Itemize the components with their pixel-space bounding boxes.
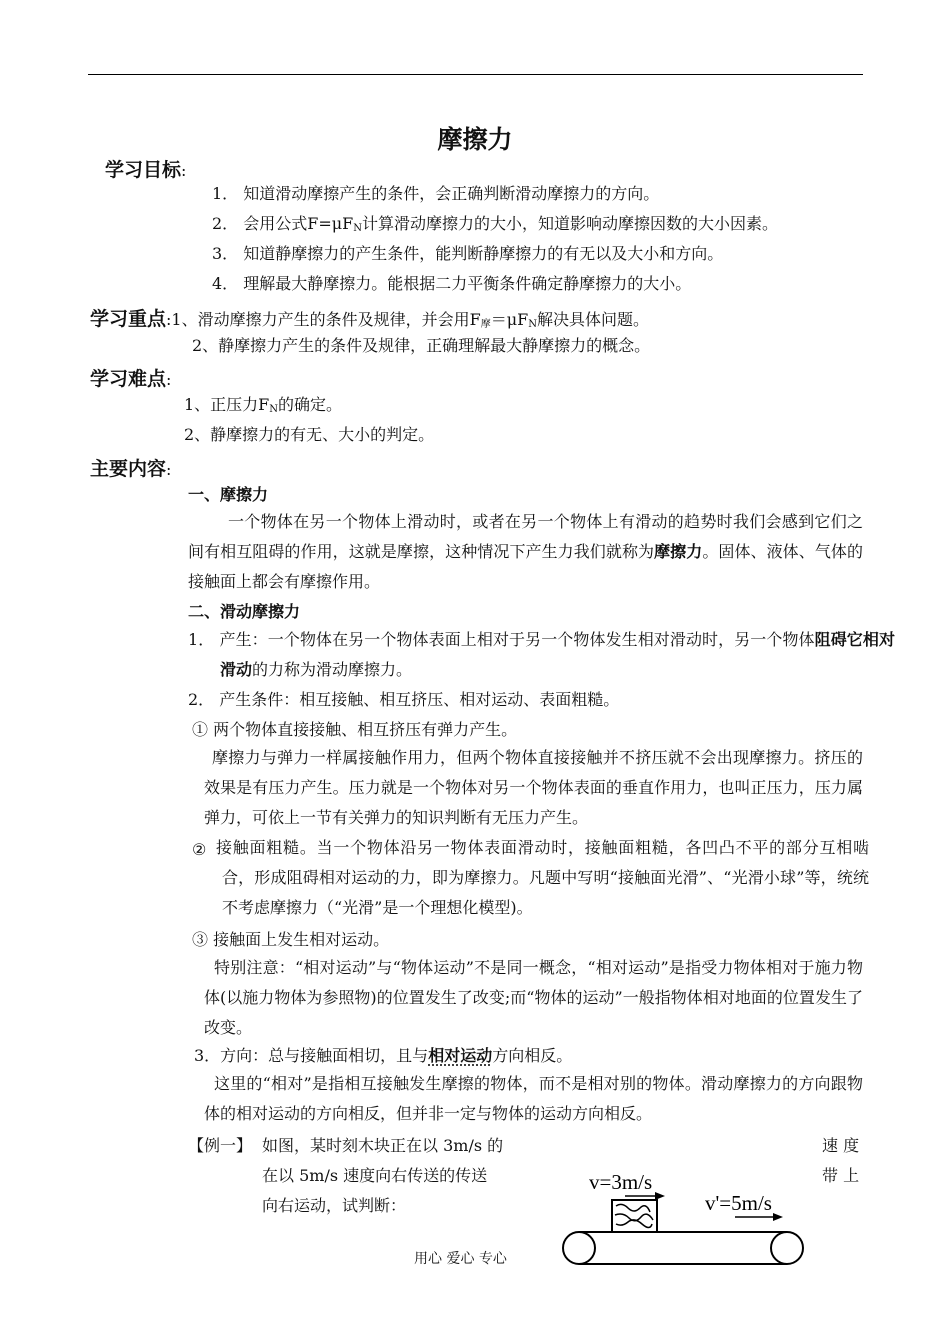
note-paragraph: 特别注意：“相对运动”与“物体运动”不是同一概念，“相对运动”是指受力物体相对于施力物体(以施力物体为参照物)的位置发生了改变;而“物体的运动”一般指物体相对地面的位置发生了改变。 [204, 958, 863, 1037]
point-1-text-a: 1． 产生：一个物体在另一个物体表面上相对于另一个物体发生相对滑动时，另一个物体 [188, 630, 815, 649]
page-title: 摩擦力 [437, 125, 513, 154]
focus-line-1-a: :1、滑动摩擦力产生的条件及规律，并会用F [166, 310, 481, 329]
right-roller [771, 1232, 803, 1264]
point-3-line [194, 1045, 572, 1067]
condition-2-mark: ② [192, 840, 207, 859]
point-3-text-a: 3．方向：总与接触面相切，且与 [194, 1046, 429, 1065]
goal-item-2-a: 2． 会用公式F=μF [212, 214, 354, 233]
page-footer: 用心 爱心 专心 [414, 1251, 507, 1267]
section-1-text-bold: 摩擦力 [654, 542, 703, 561]
section-1-paragraph [188, 507, 863, 597]
header-rule [88, 74, 863, 75]
condition-1-paragraph: 摩擦力与弹力一样属接触作用力，但两个物体直接接触并不挤压就不会出现摩擦力。挤压的效果是有压力产生。压力就是一个物体对另一个物体表面的垂直作用力，也叫正压力，压力属弹力，可依上一节有关弹力的知识判断有无压力产生。 [204, 748, 863, 827]
condition-2-paragraph: 接触面粗糙。当一个物体沿另一物体表面滑动时，接触面粗糙，各凹凸不平的部分互相啮合，形成阻碍相对运动的力，即为摩擦力。凡题中写明“接触面光滑”、“光滑小球”等，统统不考虑摩擦力（“光滑”是一个理想化模型)。 [216, 838, 869, 917]
point-3-text-c: 方向相反。 [492, 1046, 573, 1065]
content-heading-line [90, 454, 171, 481]
focus-line-1-c: 解决具体问题。 [536, 310, 649, 329]
focus-line-1 [90, 304, 649, 331]
block-arrowhead-icon [655, 1192, 665, 1200]
condition-1-line: ① 两个物体直接接触、相互挤压有弹力产生。 [192, 720, 518, 739]
difficulty-line-1-b: 的确定。 [278, 395, 343, 414]
example-right-2: 带 上 [822, 1166, 860, 1185]
belt-arrowhead-icon [773, 1213, 783, 1221]
goal-item-2 [212, 213, 778, 240]
goal-item-1: 1． 知道滑动摩擦产生的条件，会正确判断滑动摩擦力的方向。 [212, 184, 660, 203]
difficulty-line-1 [184, 394, 342, 421]
goals-colon: : [181, 161, 187, 180]
focus-line-1-sub2: N [528, 319, 537, 330]
example-line-1: 如图，某时刻木块正在以 3m/s 的 [262, 1136, 504, 1155]
goal-item-2-sub: N [353, 223, 363, 234]
focus-line-1-b: ＝μF [490, 310, 529, 329]
content-heading: 主要内容 [90, 458, 167, 480]
content-colon: : [166, 460, 172, 479]
point-2-line: 2． 产生条件：相互接触、相互挤压、相对运动、表面粗糙。 [188, 690, 620, 709]
section-1-text-c: 。固体、液体、气体的接触面上都会有摩擦作用。 [188, 542, 863, 591]
difficulty-heading: 学习难点 [90, 368, 167, 390]
section-1-text-a: 一个物体在另一个物体上滑动时，或者在另一个物体上有滑动的趋势时我们会感到它们之间有相互阻碍的作用，这就是摩擦，这种情况下产生力我们就称为 [188, 512, 863, 561]
focus-line-1-sub: 摩 [480, 319, 491, 330]
difficulty-line-2: 2、静摩擦力的有无、大小的判定。 [184, 425, 435, 444]
belt-velocity-label: v'=5m/s [705, 1191, 772, 1215]
left-roller [563, 1232, 595, 1264]
conveyor-figure [555, 1160, 815, 1275]
condition-3-line: ③ 接触面上发生相对运动。 [192, 930, 390, 949]
example-line-3: 向右运动，试判断： [262, 1196, 407, 1215]
goals-heading-line [105, 155, 186, 182]
difficulty-heading-line [90, 364, 171, 391]
goal-item-3: 3． 知道静摩擦力的产生条件，能判断静摩擦力的有无以及大小和方向。 [212, 244, 724, 263]
section-1-title: 一、摩擦力 [188, 485, 269, 504]
section-2-title: 二、滑动摩擦力 [188, 602, 301, 621]
focus-heading: 学习重点 [90, 308, 167, 330]
example-label: 【例一】 [188, 1136, 253, 1155]
point-1-text-bold: 阻碍它相对滑动 [220, 630, 895, 679]
difficulty-colon: : [166, 370, 172, 389]
point-1-paragraph [188, 625, 895, 685]
point-3-text-bold: 相对运动 [428, 1046, 493, 1065]
difficulty-line-1-a: 1、正压力F [184, 395, 270, 414]
focus-line-2: 2、静摩擦力产生的条件及规律，正确理解最大静摩擦力的概念。 [192, 336, 651, 355]
goal-item-2-b: 计算滑动摩擦力的大小，知道影响动摩擦因数的大小因素。 [362, 214, 779, 233]
block-velocity-label: v=3m/s [589, 1170, 653, 1194]
goal-item-4: 4． 理解最大静摩擦力。能根据二力平衡条件确定静摩擦力的大小。 [212, 274, 692, 293]
example-line-2: 在以 5m/s 速度向右传送的传送 [262, 1166, 488, 1185]
point-3-paragraph: 这里的“相对”是指相互接触发生摩擦的物体，而不是相对别的物体。滑动摩擦力的方向跟物体的相对运动的方向相反，但并非一定与物体的运动方向相反。 [204, 1074, 863, 1123]
difficulty-line-1-sub: N [269, 404, 279, 415]
goals-heading: 学习目标 [105, 159, 182, 181]
point-1-text-c: 的力称为滑动摩擦力。 [252, 660, 413, 679]
example-right-1: 速 度 [822, 1136, 860, 1155]
